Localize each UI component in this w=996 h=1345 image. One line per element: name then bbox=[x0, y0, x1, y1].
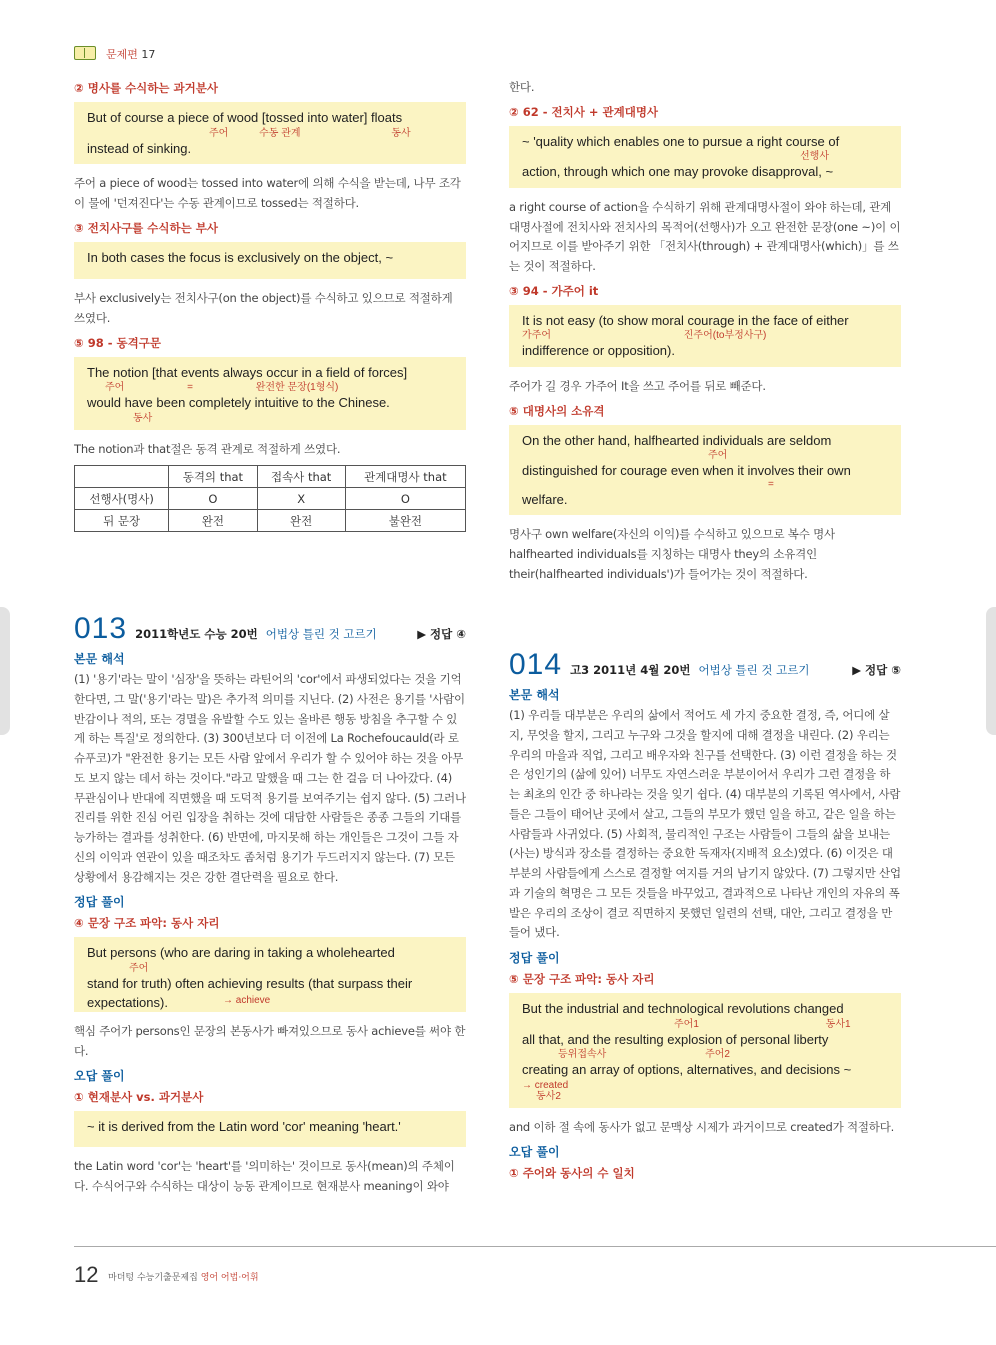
question-number: 013 bbox=[74, 612, 128, 645]
section-head: ① 현재분사 vs. 과거분사 bbox=[74, 1090, 204, 1105]
example-box: In both cases the focus is exclusively on the object, ~ bbox=[74, 242, 466, 280]
solution-head: 정답 풀이 bbox=[74, 895, 125, 910]
section-head: ② 명사를 수식하는 과거분사 bbox=[74, 81, 218, 95]
running-header bbox=[106, 46, 155, 62]
section-head: ⑤ 대명사의 소유격 bbox=[509, 403, 605, 418]
footer-divider bbox=[74, 1246, 996, 1247]
header-label: 문제편 bbox=[106, 48, 138, 61]
right-column-top: 한다. ② 62 - 전치사 + 관계대명사 ~ 'quality which enables one to pursue a right course of 선행사 action, through which one may provoke disapproval, ~ a right course of action을 수식하기 위해 관계대명사절이 와야 하는데, 관계대명사절에 전치사와 전치사의 목적어(선행사)가 오고 완전한 문장(one ~)이 이어지므로 이를 받아주기 위한 「전치사(through) + 관계대명사(which)」를 쓰는 것이 적절하다. ③ 94 - 가주어 it It is not easy (to show moral courage in the face of either 가주어 진주어(to부정사구) indifference or opposition). 주어가 길 경우 가주어 It을 쓰고 주어를 뒤로 빼준다. ⑤ 대명사의 소유격 On the other hand, halfhearted individuals are seldom 주어 distinguished for courage even when it involves their own = welfare. 명사구 own welfare(자신의 이익)를 수식하고 있으므로 복수 명사 halfhearted individuals를 지칭하는 대명사 they의 소유격인 their(halfhearted individuals')가 들어가는 것이 적절하다. bbox=[509, 78, 901, 588]
example-box: ~ it is derived from the Latin word 'cor' meaning 'heart.' bbox=[74, 1111, 466, 1147]
solution-head: 정답 풀이 bbox=[509, 951, 560, 966]
explanation: The notion과 that절은 동격 관계로 적절하게 쓰였다. bbox=[74, 441, 341, 456]
page-edge-tab bbox=[0, 607, 10, 735]
translation: (1) 우리들 대부분은 우리의 삶에서 적어도 세 가지 중요한 결정, 즉, 어디에 살지, 무엇을 할지, 그리고 누구와 그것을 할지에 대해 결정을 내린다. (2) 우리는 우리의 마을과 직업, 그리고 배우자와 친구를 선택한다. (3) 이런 결정을 하는 것은 성인기의 (삶에 있어) 너무도 자연스러운 부분이어서 우리가 그런 결정을 하는 최초의 인간 중 하나라는 것을 잊기 쉽다. (4) 대부분의 기록된 역사에서, 사람들은 그들이 태어난 곳에서 살고, 그들의 부모가 했던 일을 하고, 같은 일을 하는 사람들과 사귀었다. (5) 사회적, 물리적인 구조는 사람들이 그들의 삶을 보내는(사는) 방식과 장소를 결정하는 중요한 독재자(지배적 요소)였다. (6) 이것은 대부분의 사람들에게 스스로 결정할 여지를 거의 남기지 않았다. (7) 그렇지만 산업과 기술의 혁명은 그 모든 것들을 바꾸었고, 결과적으로 나타난 개인의 자유의 폭발은 우리의 조상이 결코 직면하지 못했던 일련의 선택, 대안, 그리고 결정을 만들어 냈다. bbox=[509, 708, 901, 940]
example-box: On the other hand, halfhearted individuals are seldom 주어 distinguished for courage even when it involves their own = welfare. bbox=[509, 425, 901, 516]
explanation: the Latin word 'cor'는 'heart'를 '의미하는' 것이므로 동사(mean)의 주체이다. 수식어구와 수식하는 대상이 능동 관계이므로 현재분사 meaning이 와야 bbox=[74, 1158, 455, 1193]
explanation: 부사 exclusively는 전치사구(on the object)를 수식하고 있으므로 적절하게 쓰였다. bbox=[74, 291, 453, 325]
answer-label: ▶ 정답 ④ bbox=[417, 627, 466, 641]
question-014: 014 고3 2011년 4월 20번 어법상 틀린 것 고르기 ▶ 정답 ⑤ 본문 해석 (1) 우리들 대부분은 우리의 삶에서 적어도 세 가지 중요한 결정, 즉, 어디에 살지, 무엇을 할지, 그리고 누구와 그것을 할지에 대해 결정을 내린다. (2) 우리는 우리의 마을과 직업, 그리고 배우자와 친구를 선택한다. (3) 이런 결정을 하는 것은 성인기의 (삶에 있어) 너무도 자연스러운 부분이어서 우리가 그런 결정을 하는 최초의 인간 중 하나라는 것을 잊기 쉽다. (4) 대부분의 기록된 역사에서, 사람들은 그들이 태어난 곳에서 살고, 그들의 부모가 했던 일을 하고, 같은 일을 하는 사람들과 사귀었다. (5) 사회적, 물리적인 구조는 사람들이 그들의 삶을 보내는(사는) 방식과 장소를 결정하는 중요한 독재자(지배적 요소)였다. (6) 이것은 대부분의 사람들에게 스스로 결정할 여지를 거의 남기지 않았다. (7) 그렇지만 산업과 기술의 혁명은 그 모든 것들을 바꾸었고, 결과적으로 나타난 개인의 자유의 폭발은 우리의 조상이 결코 직면하지 못했던 일련의 선택, 대안, 그리고 결정을 만들어 냈다. 정답 풀이 ⑤ 문장 구조 파악: 동사 자리 But the industrial and technological revolutions changed 주어1 동사1 all that, and the resulting explosion of personal liberty 등위접속사 주어2 creating an array of options, alternatives, and decisions ~ → created 동사2 and 이하 절 속에 동사가 없고 문맥상 시제가 과거이므로 created가 적절하다. 오답 풀이 ① 주어와 동사의 수 일치 bbox=[509, 648, 901, 1183]
page-number: 12 bbox=[74, 1262, 99, 1287]
example-box: It is not easy (to show moral courage in the face of either 가주어 진주어(to부정사구) indifference or opposition). bbox=[509, 305, 901, 367]
explanation: 명사구 own welfare(자신의 이익)를 수식하고 있으므로 복수 명사 halfhearted individuals를 지칭하는 대명사 they의 소유격인 their(halfhearted individuals')가 들어가는 것이 적절하다. bbox=[509, 527, 835, 581]
explanation: 주어가 길 경우 가주어 It을 쓰고 주어를 뒤로 빼준다. bbox=[509, 378, 766, 393]
question-013: 013 2011학년도 수능 20번 어법상 틀린 것 고르기 ▶ 정답 ④ 본문 해석 (1) '용기'라는 말이 '심장'을 뜻하는 라틴어의 'cor'에서 파생되었다는 것을 기억한다면, 그 말('용기'라는 말)은 추가적 의미를 지닌다. (2) 사전은 용기를 '사람이 반감이나 적의, 또는 경멸을 유발할 수도 있는 올바른 행동 방침을 추구할 수 있게 하는 특질'로 정의한다. (3) 300년보다 더 이전에 La Rochefoucauld(라 로슈푸코)가 "완전한 용기는 모든 사람 앞에서 우리가 할 수 있어야 하는 것을 아무도 보지 않는 데서 하는 것이다."라고 말했을 때 그는 한 걸음 더 나아갔다. (4) 무관심이나 반대에 직면했을 때 도덕적 용기를 보여주기는 쉽지 않다. (5) 그러나 진리를 위한 진심 어린 입장을 취하는 것에 대담한 사람들은 종종 그들의 기대를 능가하는 결과를 성취한다. (6) 반면에, 마지못해 하는 개인들은 그것이 그들 자신의 이익과 연관이 있을 때조차도 좀처럼 용기가 두드러지지 않는다. (7) 모든 상황에서 용감해지는 것은 강한 결단력을 필요로 한다. 정답 풀이 ④ 문장 구조 파악: 동사 자리 But persons (who are daring in taking a wholehearted 주어 stand for truth) often achieving results (that surpass their expectations). → achieve 핵심 주어가 persons인 문장의 본동사가 빠져있으므로 동사 achieve를 써야 한다. 오답 풀이 ① 현재분사 vs. 과거분사 ~ it is derived from the Latin word 'cor' meaning 'heart.' the Latin word 'cor'는 'heart'를 '의미하는' 것이므로 동사(mean)의 주체이다. 수식어구와 수식하는 대상이 능동 관계이므로 현재분사 meaning이 와야 bbox=[74, 612, 466, 1200]
header-page: 17 bbox=[141, 48, 156, 61]
example-box: But the industrial and technological revolutions changed 주어1 동사1 all that, and the resulting explosion of personal liberty 등위접속사 주어2 creating an array of options, alternatives, and decisions ~ → created 동사2 bbox=[509, 993, 901, 1108]
question-number: 014 bbox=[509, 648, 563, 681]
table-row: 선행사(명사) O X O bbox=[75, 488, 466, 510]
wrong-head: 오답 풀이 bbox=[509, 1145, 560, 1160]
analysis-head: 본문 해석 bbox=[509, 688, 560, 702]
book-icon bbox=[74, 46, 96, 60]
example-box: But persons (who are daring in taking a wholehearted 주어 stand for truth) often achieving results (that surpass their expectations). → achieve bbox=[74, 937, 466, 1012]
section-head: ⑤ 98 - 동격구문 bbox=[74, 335, 161, 350]
example-box: ~ 'quality which enables one to pursue a right course of 선행사 action, through which one may provoke disapproval, ~ bbox=[509, 126, 901, 188]
explanation: and 이하 절 속에 동사가 없고 문맥상 시제가 과거이므로 created가 적절하다. bbox=[509, 1119, 895, 1134]
example-box: But of course a piece of wood [tossed into water] floats 주어 수동 관계 동사 instead of sinking. bbox=[74, 102, 466, 164]
section-head: ⑤ 문장 구조 파악: 동사 자리 bbox=[509, 972, 655, 987]
footer-title: 마더텅 수능기출문제집 영어 어법·어휘 bbox=[108, 1273, 259, 1283]
explanation: 핵심 주어가 persons인 문장의 본동사가 빠져있으므로 동사 achieve를 써야 한다. bbox=[74, 1023, 466, 1058]
section-head: ③ 94 - 가주어 it bbox=[509, 283, 599, 298]
analysis-head: 본문 해석 bbox=[74, 652, 125, 666]
explanation: 주어 a piece of wood는 tossed into water에 의해 수식을 받는데, 나무 조각이 물에 '던져진다'는 수동 관계이므로 tossed는 적절하다. bbox=[74, 176, 461, 210]
wrong-head: 오답 풀이 bbox=[74, 1069, 125, 1084]
example-box: The notion [that events always occur in a field of forces] 주어 = 완전한 문장(1형식) would have been completely intuitive to the Chinese. 동사 bbox=[74, 357, 466, 430]
that-comparison-table: 동격의 that 접속사 that 관계대명사 that 선행사(명사) O X O 뒤 문장 완전 완전 불완전 bbox=[74, 465, 466, 532]
explanation: a right course of action을 수식하기 위해 관계대명사절이 와야 하는데, 관계대명사절에 전치사와 전치사의 목적어(선행사)가 오고 완전한 문장(one ~)이 이어지므로 이를 받아주기 위한 「전치사(through) + 관계대명사(which)」를 쓰는 것이 적절하다. bbox=[509, 199, 901, 274]
section-head: ③ 전치사구를 수식하는 부사 bbox=[74, 220, 218, 235]
translation: (1) '용기'라는 말이 '심장'을 뜻하는 라틴어의 'cor'에서 파생되었다는 것을 기억한다면, 그 말('용기'라는 말)은 추가적 의미를 지닌다. (2) 사전은 용기를 '사람이 반감이나 적의, 또는 경멸을 유발할 수도 있는 올바른 행동 방침을 추구할 수 있게 하는 특질'로 정의한다. (3) 300년보다 더 이전에 La Rochefoucauld(라 로슈푸코)가 "완전한 용기는 모든 사람 앞에서 우리가 할 수 있어야 하는 것을 아무도 보지 않는 데서 하는 것이다."라고 말했을 때 그는 한 걸음 더 나아갔다. (4) 무관심이나 반대에 직면했을 때 도덕적 용기를 보여주기는 쉽지 않다. (5) 그러나 진리를 위한 진심 어린 입장을 취하는 것에 대담한 사람들은 종종 그들의 기대를 능가하는 결과를 성취한다. (6) 반면에, 마지못해 하는 개인들은 그것이 그들 자신의 이익과 연관이 있을 때조차도 좀처럼 용기가 두드러지지 않는다. (7) 모든 상황에서 용감해지는 것은 강한 결단력을 필요로 한다. bbox=[74, 672, 466, 884]
section-head: ① 주어와 동사의 수 일치 bbox=[509, 1166, 635, 1181]
section-head: ④ 문장 구조 파악: 동사 자리 bbox=[74, 916, 220, 931]
section-head: ② 62 - 전치사 + 관계대명사 bbox=[509, 104, 659, 119]
table-row: 뒤 문장 완전 완전 불완전 bbox=[75, 510, 466, 532]
answer-label: ▶ 정답 ⑤ bbox=[852, 663, 901, 677]
page-edge-tab bbox=[986, 607, 996, 735]
left-column-top bbox=[74, 78, 466, 532]
